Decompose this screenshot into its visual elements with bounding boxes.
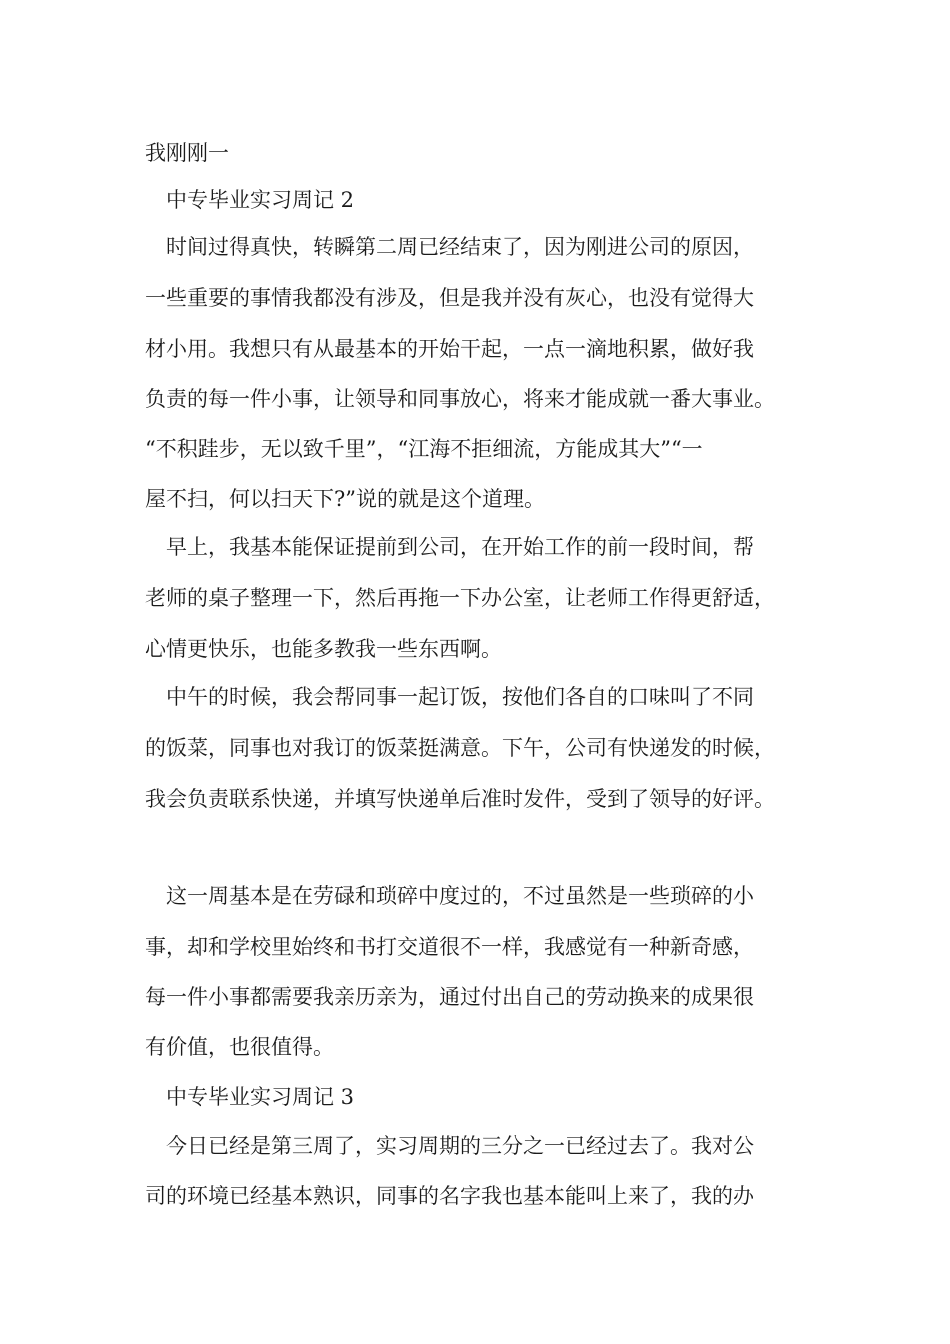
- section-heading: 中专毕业实习周记 3: [166, 1085, 355, 1109]
- text-line: 中午的时候，我会帮同事一起订饭，按他们各自的口味叫了不同: [166, 685, 754, 709]
- text-line: 一些重要的事情我都没有涉及，但是我并没有灰心，也没有觉得大: [145, 286, 754, 310]
- text-line: 负责的每一件小事，让领导和同事放心，将来才能成就一番大事业。: [145, 387, 775, 411]
- text-line: 时间过得真快，转瞬第二周已经结束了，因为刚进公司的原因，: [166, 235, 754, 259]
- section-heading: 中专毕业实习周记 2: [166, 188, 355, 212]
- text-line: 司的环境已经基本熟识，同事的名字我也基本能叫上来了，我的办: [145, 1184, 754, 1208]
- text-line: 我会负责联系快递，并填写快递单后准时发件，受到了领导的好评。: [145, 787, 775, 811]
- text-line: 事，却和学校里始终和书打交道很不一样，我感觉有一种新奇感，: [145, 935, 754, 959]
- text-line: 屋不扫，何以扫天下?”说的就是这个道理。: [145, 487, 545, 511]
- text-line: 材小用。我想只有从最基本的开始干起，一点一滴地积累，做好我: [145, 337, 754, 361]
- text-line: 早上，我基本能保证提前到公司，在开始工作的前一段时间，帮: [166, 535, 754, 559]
- text-line: 有价值，也很值得。: [145, 1035, 334, 1059]
- text-line: 这一周基本是在劳碌和琐碎中度过的，不过虽然是一些琐碎的小: [166, 884, 754, 908]
- text-line: “不积跬步，无以致千里”，“江海不拒细流，方能成其大”“一: [145, 437, 703, 461]
- text-line: 心情更快乐，也能多教我一些东西啊。: [145, 637, 502, 661]
- text-line: 的饭菜，同事也对我订的饭菜挺满意。下午，公司有快递发的时候，: [145, 736, 775, 760]
- text-line: 老师的桌子整理一下，然后再拖一下办公室，让老师工作得更舒适，: [145, 586, 775, 610]
- text-line: 每一件小事都需要我亲历亲为，通过付出自己的劳动换来的成果很: [145, 985, 754, 1009]
- text-line: 我刚刚一: [145, 141, 229, 165]
- text-line: 今日已经是第三周了，实习周期的三分之一已经过去了。我对公: [166, 1134, 754, 1158]
